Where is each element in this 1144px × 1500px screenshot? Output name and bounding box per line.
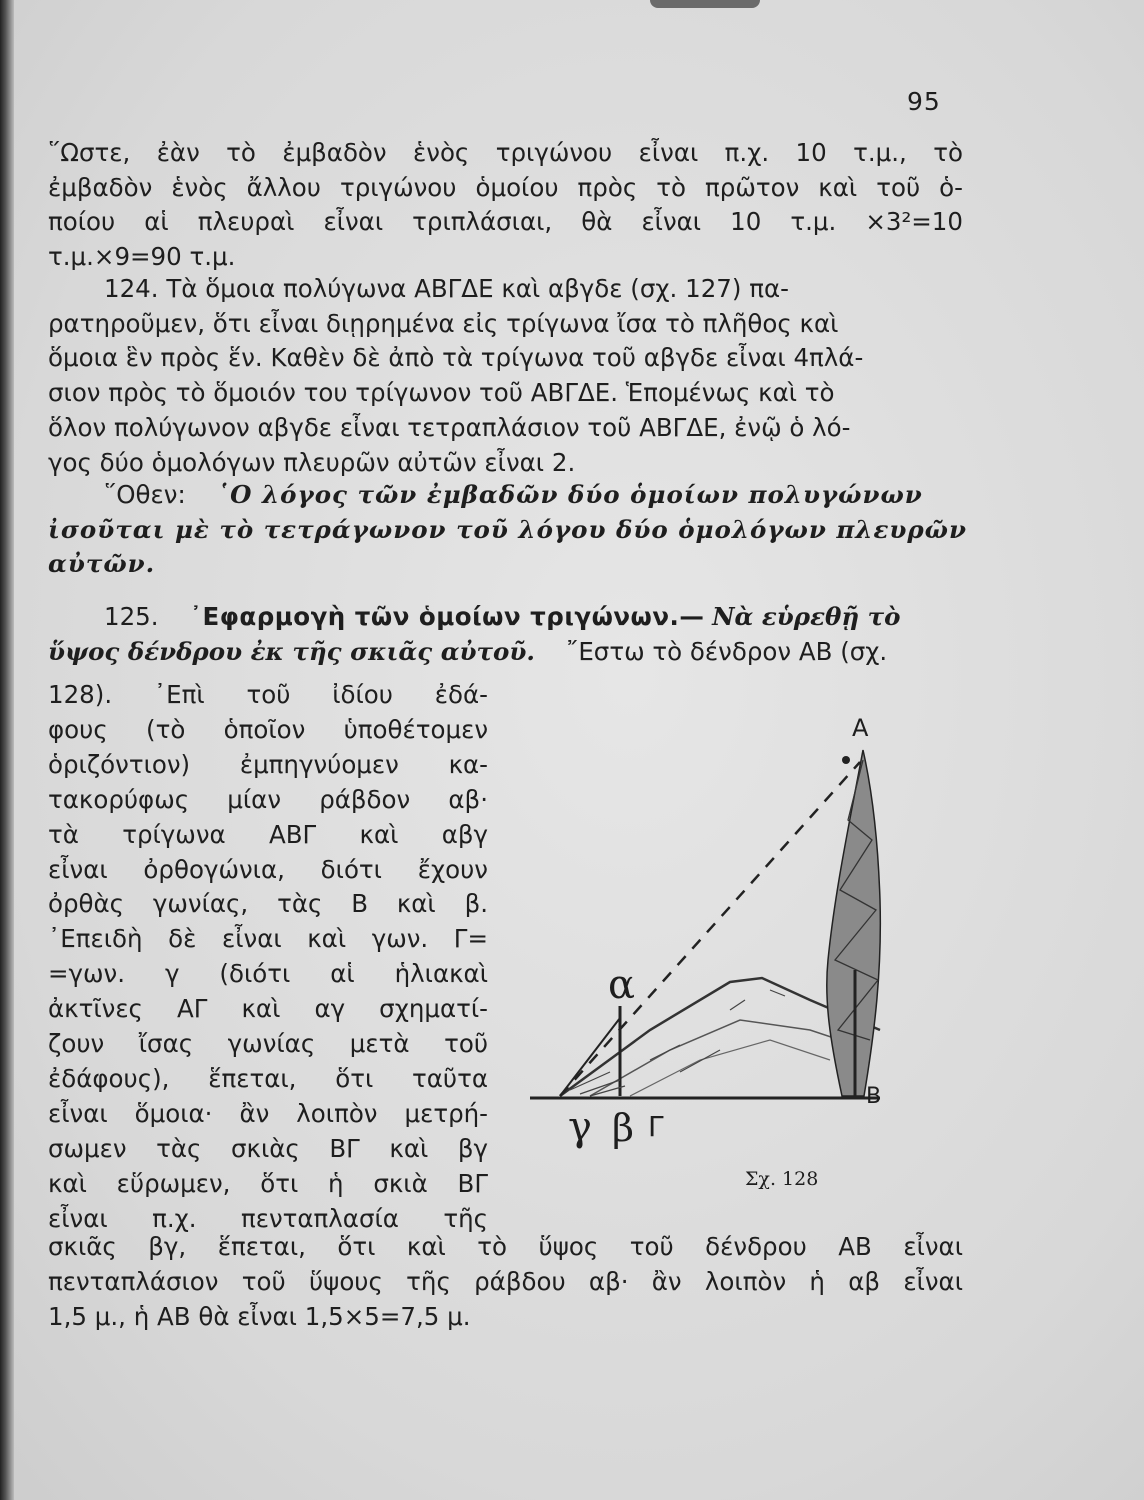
hill-shading [590,1020,870,1096]
text-line: εἶναι ὀρθογώνια, διότι ἔχουν [48,854,488,884]
text-line: σκιᾶς βγ, ἕπεται, ὅτι καὶ τὸ ὕψος τοῦ δένδρου ΑΒ εἶναι [48,1232,963,1261]
text-line: τ.μ.×9=90 τ.μ. [48,242,236,272]
figure-drawing [530,700,970,1200]
text-line: ὀρθὰς γωνίας, τὰς Β καὶ β. [48,889,488,919]
section-title: ᾿Εφαρμογὴ τῶν ὁμοίων τριγώνων.— [189,602,705,631]
label-B: B [866,1084,882,1109]
theorem-lead: ῞Οθεν: [104,480,186,509]
text-line: εἶναι π.χ. πενταπλασία τῆς [48,1203,488,1233]
paragraph-example [48,136,963,275]
text-line: φους (τὸ ὁποῖον ὑποθέτομεν [48,714,488,744]
heading-line [48,600,963,635]
hill-shading [630,1040,830,1096]
text-line: σιον πρὸς τὸ ὅμοιόν του τρίγωνον τοῦ ΑΒΓΔΕ. Ἑπομένως καὶ τὸ [48,378,835,408]
text-line: ἐδάφους), ἕπεται, ὅτι ταῦτα [48,1063,488,1093]
figure-tree-shadow [530,700,970,1200]
label-gamma: γ [568,1104,592,1150]
text-line: πενταπλάσιον τοῦ ὕψους τῆς ράβδου αβ· ἂν λοιπὸν ἡ αβ εἶναι [48,1266,963,1296]
label-Gamma: Γ [648,1110,664,1143]
point-A [842,756,850,764]
narrow-column-text [48,678,488,1237]
section-number: 125. [104,602,159,631]
text-line: ὅλον πολύγωνον αβγδε εἶναι τετραπλάσιον τοῦ ΑΒΓΔΕ, ἐνῷ ὁ λό- [48,412,851,442]
section-task: Νὰ εὑρεθῇ τὸ [712,602,901,631]
closing-text [48,1230,963,1335]
heading-line [48,635,963,670]
section-task: ὕψος δένδρου ἐκ τῆς σκιᾶς αὐτοῦ. [48,636,535,666]
page-number: 95 [907,87,941,116]
hill-hatching [650,990,785,1072]
label-alpha: α [608,962,636,1008]
sun-ray-AG [560,762,860,1096]
label-A: A [852,714,869,742]
theorem-text: αὐτῶν. [48,549,156,579]
top-notch [650,0,760,8]
text-line: ἀκτῖνες ΑΓ καὶ αγ σχηματί- [48,994,488,1024]
text-line: καὶ εὕρωμεν, ὅτι ἡ σκιὰ ΒΓ [48,1168,488,1198]
text-line: ρατηροῦμεν, ὅτι εἶναι διῃρημένα εἰς τρίγωνα ἴσα τὸ πλῆθος καὶ [48,308,839,338]
text-line: 128). ᾿Επὶ τοῦ ἰδίου ἐδά- [48,680,488,709]
text-line: σωμεν τὰς σκιὰς ΒΓ καὶ βγ [48,1133,488,1163]
text-line: =γων. γ (διότι αἱ ἡλιακαὶ [48,959,488,989]
figure-caption: Σχ. 128 [745,1168,819,1190]
label-beta: β [612,1106,634,1150]
text-line: ὅμοια ἓν πρὸς ἕν. Καθὲν δὲ ἀπὸ τὰ τρίγωνα τοῦ αβγδε εἶναι 4πλά- [48,343,864,373]
text-line: εἶναι ὅμοια· ἂν λοιπὸν μετρή- [48,1098,488,1128]
paragraph-124 [48,272,963,480]
text-line: τακορύφως μίαν ράβδον αβ· [48,784,488,814]
theorem-text: ῾Ο λόγος τῶν ἐμβαδῶν δύο ὁμοίων πολυγώνων [216,480,923,509]
text-line: γος δύο ὁμολόγων πλευρῶν αὐτῶν εἶναι 2. [48,447,576,477]
theorem-text: ἰσοῦται μὲ τὸ τετράγωνον τοῦ λόγου δύο ὁμολόγων πλευρῶν [48,514,967,544]
paragraph-theorem [48,478,967,582]
text-line: ᾿Επειδὴ δὲ εἶναι καὶ γων. Γ= [48,924,488,954]
theorem-first-line [48,478,963,513]
text-line: ὁριζόντιον) ἐμπηγνύομεν κα- [48,749,488,779]
binding-edge [0,0,14,1500]
text-line: 124. Τὰ ὅμοια πολύγωνα ΑΒΓΔΕ καὶ αβγδε (σχ. 127) πα- [104,274,789,303]
text-line: ῞Ωστε, ἐὰν τὸ ἐμβαδὸν ἑνὸς τριγώνου εἶναι π.χ. 10 τ.μ., τὸ [48,138,963,167]
text-line: ζουν ἴσας γωνίας μετὰ τοῦ [48,1029,488,1059]
section-125-heading [48,600,963,669]
text-line: τὰ τρίγωνα ΑΒΓ καὶ αβγ [48,819,488,849]
section-intro: ῎Εστω τὸ δένδρον ΑΒ (σχ. [566,636,888,666]
text-line: ἐμβαδὸν ἑνὸς ἄλλου τριγώνου ὁμοίου πρὸς τὸ πρῶτον καὶ τοῦ ὁ- [48,172,963,202]
text-line: ποίου αἱ πλευραὶ εἶναι τριπλάσιαι, θὰ εἶναι 10 τ.μ. ×3²=10 [48,207,963,237]
text-line: 1,5 μ., ἡ ΑΒ θὰ εἶναι 1,5×5=7,5 μ. [48,1301,471,1331]
